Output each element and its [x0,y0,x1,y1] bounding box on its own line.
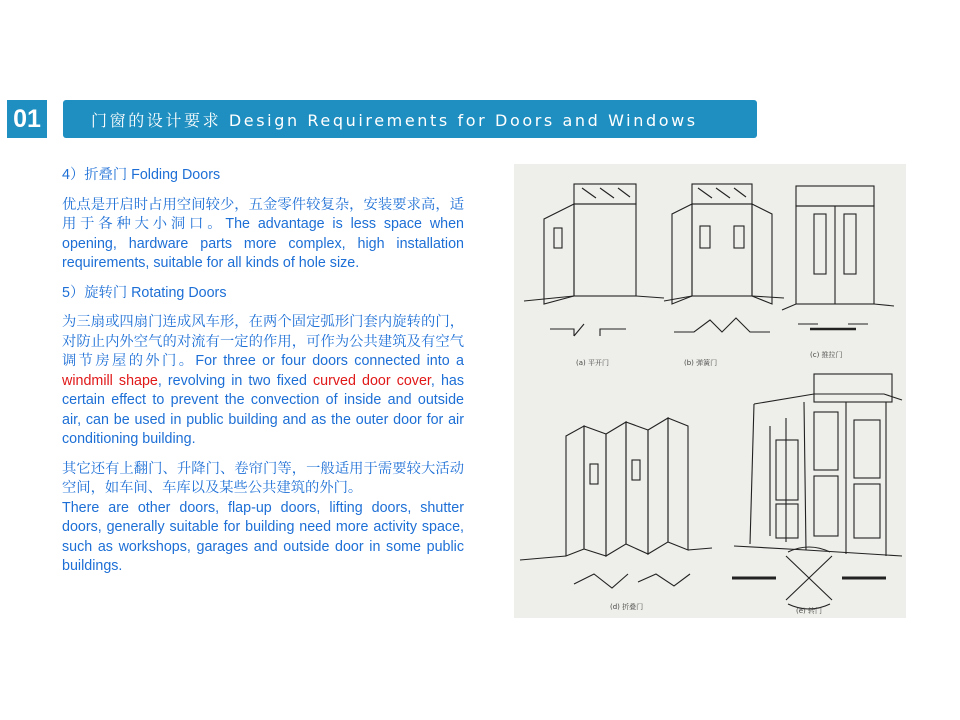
folding-door-drawing [520,418,712,588]
rotating-body-part-1: 为三扇或四扇门连成风车形，在两个固定弧形门套内旋转的门，对防止内外空气的对流有一定的作用，可作为公共建筑及有空气调节房屋的外门。For three or four doors connected into a [62,314,464,369]
swing-door-drawing [524,184,664,336]
caption-revolving-door: (e) 转门 [796,607,822,615]
caption-swing-door: (a) 平开门 [576,359,609,367]
caption-spring-door: (b) 弹簧门 [684,359,718,367]
page-title: 门窗的设计要求 Design Requirements for Doors and Windows [91,110,698,130]
folding-doors-heading: 4）折叠门 Folding Doors [62,167,221,183]
highlight-windmill-shape: windmill shape [62,372,158,389]
rotating-doors-body [62,313,464,450]
rotating-body-part-2: , revolving in two fixed [157,372,314,389]
section-title-bar [63,100,757,138]
other-doors-body-en: There are other doors, flap-up doors, lifting doors, shutter doors, generally suitable for building need more activity space, such as workshops, garages and outside door in some public buildings. [62,499,464,574]
section-number-badge: 01 [7,100,47,138]
revolving-door-drawing [732,374,902,609]
door-types-drawing [514,164,906,618]
caption-folding-door: (d) 折叠门 [610,603,644,611]
door-types-figure [514,164,906,618]
other-doors-body-cn: 其它还有上翻门、升降门、卷帘门等，一般适用于需要较大活动空间，如车间、车库以及某些公共建筑的外门。 [62,460,464,496]
folding-doors-body: 优点是开启时占用空间较少，五金零件较复杂，安装要求高，适用于各种大小洞口。The advantage is less space when opening, hardware parts more complex, high installation requirements, suitable for all kinds of hole size. [62,196,464,271]
rotating-doors-heading: 5）旋转门 Rotating Doors [62,284,227,301]
sliding-door-drawing [782,186,894,329]
text-column [62,166,464,577]
rotating-body-part-3: , has certain effect to prevent the convection of inside and outside air, can be used in public building and as the outer door for air conditioning building. [62,372,464,447]
spring-door-drawing [664,184,784,332]
highlight-curved-door-cover: curved door cover [313,372,431,389]
caption-sliding-door: (c) 推拉门 [810,351,843,359]
